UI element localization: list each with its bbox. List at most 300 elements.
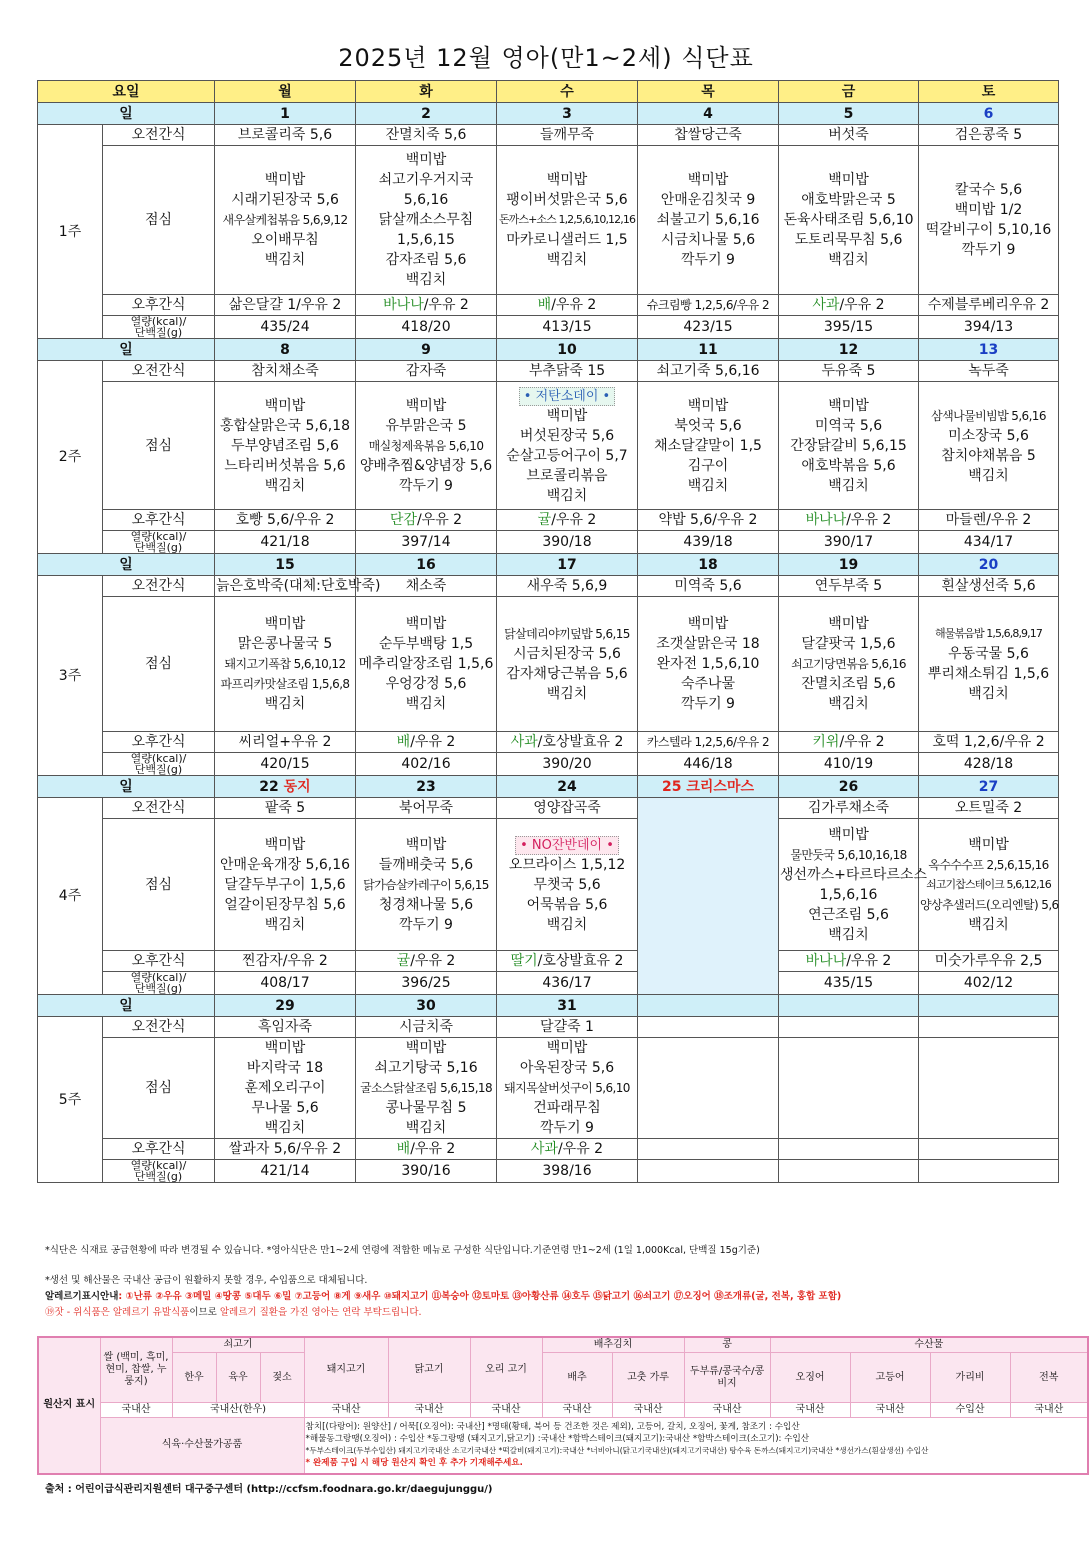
day-label: 일 — [38, 776, 215, 798]
menu-item: 메추리알장조림 1,5,6 — [358, 656, 494, 672]
menu-item: 김구이 — [687, 457, 729, 474]
menu-item: 옥수수수프 2,5,6,15,16 — [928, 857, 1049, 872]
date-number: 9 — [421, 341, 431, 358]
menu-item: 팽이버섯맑은국 5,6 — [506, 192, 628, 208]
kcal-label-2: 단백질(g) — [134, 982, 183, 995]
date-cell — [497, 103, 638, 125]
menu-item: 백김치 — [546, 487, 588, 504]
lunch-menu — [779, 819, 927, 951]
event-badge: • NO잔반데이 • — [515, 836, 619, 855]
menu-item: 콩나물무침 5 — [385, 1100, 467, 1116]
afternoon-snack — [779, 951, 919, 972]
menu-item: 쇠고기찹스테이크 5,6,12,16 — [926, 877, 1051, 891]
lunch-menu — [497, 597, 638, 732]
lunch-menu — [919, 1038, 1059, 1139]
kcal-protein-value: 390/20 — [497, 753, 638, 776]
origin-table — [37, 1336, 1089, 1475]
kcal-protein-value: 390/17 — [779, 531, 919, 554]
kcal-protein-value: 390/16 — [356, 1160, 497, 1183]
date-number: 20 — [978, 556, 999, 573]
afternoon-snack — [638, 295, 779, 316]
lunch-menu — [497, 1038, 638, 1139]
menu-item: 백미밥 — [405, 152, 447, 168]
afternoon-snack — [215, 510, 356, 531]
date-cell — [638, 776, 779, 798]
menu-item: 완자전 1,5,6,10 — [656, 656, 760, 672]
date-number: 26 — [838, 778, 859, 795]
morning-snack — [919, 1017, 1059, 1038]
snack-fruit: 단감 — [389, 512, 417, 528]
lunch-menu — [638, 1038, 779, 1139]
kcal-protein-value: 395/15 — [779, 316, 919, 339]
snack-rest: /우유 2 — [557, 1141, 604, 1157]
morning-snack: 채소죽 — [356, 576, 497, 597]
allergy-tail-a: ⑲잣 - 위식품은 — [45, 1307, 113, 1318]
afternoon-snack — [356, 951, 497, 972]
menu-item: 돼지고기폭찹 5,6,10,12 — [224, 657, 346, 671]
kcal-protein-value: 446/18 — [638, 753, 779, 776]
snack-text: 약밥 5,6/우유 2 — [658, 512, 758, 528]
lunch-menu — [919, 597, 1059, 732]
menu-item: 미소장국 5,6 — [948, 427, 1029, 444]
morning-snack-label: 오전간식 — [103, 1017, 215, 1038]
afternoon-snack — [779, 295, 919, 316]
date-cell — [638, 339, 779, 361]
snack-rest: /우유 2 — [416, 512, 463, 528]
morning-snack: 찹쌀당근죽 — [638, 125, 779, 146]
menu-item: 시금치나물 5,6 — [660, 232, 756, 248]
menu-item: 쇠고기탕국 5,16 — [374, 1060, 478, 1076]
afternoon-snack — [215, 951, 356, 972]
snack-text: 찐감자/우유 2 — [242, 953, 328, 969]
snack-text: 마들렌/우유 2 — [945, 512, 1032, 528]
menu-item: 우엉강정 5,6 — [385, 676, 467, 692]
snack-rest: /우유 2 — [410, 734, 456, 750]
kcal-protein-value: 398/16 — [497, 1160, 638, 1183]
afternoon-snack — [919, 1139, 1059, 1160]
date-cell — [638, 995, 779, 1017]
kcal-protein-value: 434/17 — [919, 531, 1059, 554]
kcal-label-2: 단백질(g) — [134, 1170, 183, 1183]
menu-item: 백미밥 — [546, 172, 588, 188]
menu-item: 백미밥 — [264, 616, 306, 632]
date-number: 29 — [275, 997, 295, 1014]
afternoon-snack-label: 오후간식 — [103, 732, 215, 753]
menu-item: 닭가슴살카레구이 5,6,15 — [363, 877, 489, 892]
menu-item: 닭살데리야끼덮밥 5,6,15 — [504, 627, 630, 641]
day-label: 일 — [38, 995, 215, 1017]
origin-p1: 참치[(다랑어): 원양산] / 어묵[(오징어): 국내산] *명태(황태, 북어 등 건조한 것은 제외), 고등어, 갈치, 오징어, 꽃게, 참조기 : 수입산 — [305, 1422, 800, 1433]
holiday-date: 25 크리스마스 — [662, 778, 754, 795]
afternoon-snack — [215, 732, 356, 753]
lunch-menu — [356, 597, 497, 732]
kcal-protein-value: 418/20 — [356, 316, 497, 339]
date-cell — [919, 995, 1059, 1017]
afternoon-snack-label: 오후간식 — [103, 295, 215, 316]
morning-snack: 버섯죽 — [779, 125, 919, 146]
afternoon-snack — [779, 510, 919, 531]
afternoon-snack — [356, 1139, 497, 1160]
snack-text: 쌀과자 5,6/우유 2 — [228, 1141, 342, 1157]
menu-item: 시래기된장국 5,6 — [231, 192, 339, 208]
snack-fruit: 바나나 — [383, 297, 424, 313]
day-label: 일 — [38, 103, 215, 125]
origin-mackerel: 고등어 — [850, 1353, 930, 1403]
date-cell — [779, 103, 919, 125]
header-day-0: 월 — [215, 81, 356, 103]
menu-item: 백미밥 — [828, 616, 869, 632]
lunch-label: 점심 — [103, 146, 215, 295]
date-number: 30 — [416, 997, 436, 1014]
date-cell — [497, 554, 638, 576]
menu-item: 돈까스+소스 1,2,5,6,10,12,16 — [498, 213, 636, 226]
snack-text: 미숫가루우유 2,5 — [934, 953, 1043, 969]
day-label: 일 — [38, 339, 215, 361]
snack-text: 카스텔라 1,2,5,6/우유 2 — [646, 735, 770, 749]
date-number: 1 — [280, 105, 290, 122]
menu-item: 애호박맑은국 5 — [801, 192, 896, 208]
menu-item: 백미밥 1/2 — [954, 202, 1023, 218]
date-cell — [356, 995, 497, 1017]
allergy-list: : ①난류 ②우유 ③메밀 ④땅콩 ⑤대두 ⑥밀 ⑦고등어 ⑧게 ⑨새우 ⑩돼지고기 ⑪복숭아 ⑫토마토 ⑬아황산류 ⑭호두 ⑮닭고기 ⑯쇠고기 ⑰오징어 ⑱조개류(굴, 전복, 홍합 포함) — [118, 1291, 842, 1302]
origin-v-chicken: 국내산 — [388, 1403, 470, 1418]
menu-item: 무챗국 5,6 — [533, 876, 601, 893]
menu-item: 백김치 — [828, 252, 869, 268]
snack-fruit: 배 — [537, 297, 552, 313]
afternoon-snack — [919, 951, 1059, 972]
menu-item: 우동국물 5,6 — [948, 646, 1029, 662]
date-number: 24 — [557, 778, 577, 795]
snack-fruit: 배 — [396, 1141, 411, 1157]
menu-item: 브로콜리볶음 — [526, 467, 608, 484]
afternoon-snack — [497, 732, 638, 753]
afternoon-snack — [497, 510, 638, 531]
afternoon-snack-label: 오후간식 — [103, 951, 215, 972]
menu-item: 1,5,6,15 — [397, 232, 455, 248]
menu-item: 숙주나물 — [680, 676, 736, 692]
menu-item: 백미밥 — [405, 397, 447, 414]
menu-item: 연근조림 5,6 — [808, 906, 889, 923]
date-cell — [779, 554, 919, 576]
week-label: 1주 — [38, 125, 103, 339]
menu-item: 백김치 — [968, 916, 1009, 933]
date-cell — [497, 776, 638, 798]
menu-item: 1,5,6,16 — [819, 886, 878, 903]
menu-item: 뿌리채소튀김 1,5,6 — [927, 666, 1050, 682]
date-cell — [356, 776, 497, 798]
menu-item: 백김치 — [546, 916, 588, 933]
date-cell — [497, 995, 638, 1017]
menu-item: 맑은콩나물국 5 — [237, 636, 333, 652]
kcal-protein-value: 402/16 — [356, 753, 497, 776]
origin-v-gari: 수입산 — [930, 1403, 1010, 1418]
morning-snack: 늙은호박죽(대체:단호박죽) — [215, 576, 356, 597]
date-cell — [497, 339, 638, 361]
menu-item: 깍두기 9 — [540, 1120, 594, 1136]
origin-pork: 돼지고기 — [304, 1337, 388, 1403]
lunch-menu — [356, 1038, 497, 1139]
menu-item: 아욱된장국 5,6 — [519, 1060, 615, 1076]
snack-rest: /우유 2 — [846, 953, 892, 969]
menu-item: 깍두기 9 — [399, 916, 453, 933]
menu-item: 조갯살맑은국 18 — [656, 636, 760, 652]
snack-rest: /호상발효유 2 — [537, 734, 624, 750]
kcal-protein-value: 397/14 — [356, 531, 497, 554]
afternoon-snack — [779, 732, 919, 753]
lunch-label: 점심 — [103, 382, 215, 510]
origin-hanwoo: 한우 — [172, 1353, 216, 1403]
week-label: 2주 — [38, 361, 103, 554]
snack-rest: /우유 2 — [551, 297, 597, 313]
menu-item: 어묵볶음 5,6 — [526, 896, 608, 913]
origin-pepper: 고춧 가루 — [612, 1353, 684, 1403]
allergy-tail-b: 알레르기 유발식품 — [112, 1307, 190, 1318]
kcal-protein-label — [103, 316, 215, 339]
kcal-protein-value: 410/19 — [779, 753, 919, 776]
menu-item: 해물볶음밥 1,5,6,8,9,17 — [935, 627, 1042, 640]
date-number: 2 — [421, 105, 431, 122]
snack-rest: /우유 2 — [846, 512, 892, 528]
menu-item: 양상추샐러드(오리엔탈) 5,6 — [920, 897, 1059, 912]
kcal-protein-label — [103, 531, 215, 554]
kcal-label-2: 단백질(g) — [134, 763, 183, 776]
morning-snack: 영양잡곡죽 — [497, 798, 638, 819]
lunch-menu — [497, 819, 638, 951]
date-number: 13 — [978, 341, 999, 358]
date-number: 22 — [259, 778, 279, 795]
allergy-tail — [45, 1306, 422, 1320]
holiday-label: 동지 — [283, 778, 311, 795]
menu-item: 백김치 — [968, 467, 1009, 484]
date-number: 17 — [557, 556, 577, 573]
menu-item: 쇠고기당면볶음 5,6,16 — [791, 657, 906, 671]
page-title: 2025년 12월 영아(만1~2세) 식단표 — [338, 44, 754, 72]
date-cell — [215, 103, 356, 125]
menu-item: 얼갈이된장무침 5,6 — [224, 896, 346, 913]
date-cell — [638, 554, 779, 576]
menu-item: 홍합살맑은국 5,6,18 — [219, 417, 351, 434]
date-number: 5 — [843, 105, 854, 122]
afternoon-snack-label: 오후간식 — [103, 510, 215, 531]
week-label: 4주 — [38, 798, 103, 995]
menu-item: 백미밥 — [546, 1040, 588, 1056]
lunch-label: 점심 — [103, 1038, 215, 1139]
menu-item: 잔멸치조림 5,6 — [801, 676, 896, 692]
header-day-1: 화 — [356, 81, 497, 103]
menu-item: 백미밥 — [828, 172, 869, 188]
day-label: 일 — [38, 554, 215, 576]
menu-item: 달걀두부구이 1,5,6 — [224, 876, 346, 893]
menu-item: 깍두기 9 — [961, 242, 1016, 258]
menu-item: 건파래무침 — [533, 1100, 601, 1116]
menu-item: 바지락국 18 — [246, 1060, 324, 1076]
menu-item: 백미밥 — [405, 1040, 447, 1056]
snack-fruit: 바나나 — [805, 953, 847, 969]
kcal-label-1: 열량(kcal)/ — [130, 971, 187, 984]
morning-snack: 북어무죽 — [356, 798, 497, 819]
date-number: 8 — [280, 341, 290, 358]
kcal-label-1: 열량(kcal)/ — [130, 752, 187, 765]
origin-processed: 식육·수산물가공품 — [100, 1418, 304, 1474]
lunch-menu — [638, 597, 779, 732]
origin-processed-detail — [304, 1418, 1088, 1474]
menu-item: 채소달걀말이 1,5 — [654, 437, 762, 454]
menu-item: 무나물 5,6 — [251, 1100, 319, 1116]
lunch-menu — [638, 382, 779, 510]
allergy-tail-c: 이므로 — [189, 1307, 220, 1318]
menu-item: 새우살케첩볶음 5,6,9,12 — [222, 213, 348, 227]
snack-rest: /우유 2 — [839, 734, 885, 750]
menu-item: 백미밥 — [687, 616, 729, 632]
date-cell — [356, 103, 497, 125]
menu-item: 백김치 — [546, 252, 588, 268]
morning-snack: 미역죽 5,6 — [638, 576, 779, 597]
header-day-5: 토 — [919, 81, 1059, 103]
snack-rest: /우유 2 — [423, 297, 469, 313]
menu-item: 돈육사태조림 5,6,10 — [783, 212, 914, 228]
menu-item: 매실청제육볶음 5,6,10 — [368, 438, 484, 453]
kcal-protein-value: 421/18 — [215, 531, 356, 554]
date-number: 23 — [416, 778, 436, 795]
afternoon-snack — [638, 510, 779, 531]
morning-snack: 연두부죽 5 — [779, 576, 919, 597]
date-number: 19 — [838, 556, 859, 573]
menu-item: 깍두기 9 — [681, 252, 735, 268]
week-label: 3주 — [38, 576, 103, 776]
lunch-menu — [215, 1038, 356, 1139]
morning-snack: 두유죽 5 — [779, 361, 919, 382]
origin-v-pork: 국내산 — [304, 1403, 388, 1418]
morning-snack: 시금치죽 — [356, 1017, 497, 1038]
kcal-protein-value: 439/18 — [638, 531, 779, 554]
lunch-menu — [779, 597, 919, 732]
date-number: 4 — [703, 105, 713, 122]
date-number: 15 — [275, 556, 295, 573]
menu-item: 백김치 — [828, 926, 869, 943]
menu-item: 훈제오리구이 — [244, 1080, 326, 1096]
snack-rest: /우유 2 — [410, 953, 456, 969]
allergy-guide — [45, 1290, 841, 1304]
date-number: 10 — [557, 341, 577, 358]
kcal-protein-value: 402/12 — [919, 972, 1059, 995]
week-label: 5주 — [38, 1017, 103, 1183]
date-number: 3 — [562, 105, 572, 122]
menu-item: 쇠불고기 5,6,16 — [656, 212, 760, 228]
snack-fruit: 사과 — [530, 1141, 558, 1157]
menu-item: 백김치 — [405, 696, 447, 712]
menu-item: 오므라이스 1,5,12 — [508, 856, 626, 873]
morning-snack — [638, 1017, 779, 1038]
morning-snack: 부추닭죽 15 — [497, 361, 638, 382]
menu-item: 안매운육개장 5,6,16 — [219, 856, 351, 873]
allergy-title: 알레르기표시안내 — [45, 1291, 119, 1302]
snack-fruit: 딸기 — [510, 953, 538, 969]
kcal-protein-value: 408/17 — [215, 972, 356, 995]
origin-seafood: 수산물 — [770, 1337, 1088, 1353]
kcal-protein-label — [103, 753, 215, 776]
origin-v-bean: 국내산 — [684, 1403, 770, 1418]
menu-item: 백김치 — [405, 1120, 447, 1136]
menu-item: 물만둣국 5,6,10,16,18 — [790, 847, 907, 862]
morning-snack: 녹두죽 — [919, 361, 1059, 382]
lunch-menu — [919, 819, 1059, 951]
date-cell — [356, 339, 497, 361]
afternoon-snack — [215, 295, 356, 316]
menu-item: 백김치 — [405, 272, 447, 288]
date-cell — [779, 995, 919, 1017]
menu-item: 깍두기 9 — [681, 696, 735, 712]
kcal-protein-label — [103, 972, 215, 995]
kcal-protein-value: 390/18 — [497, 531, 638, 554]
morning-snack — [779, 1017, 919, 1038]
kcal-label-2: 단백질(g) — [134, 326, 183, 339]
menu-item: 파프리카맛살조림 1,5,6,8 — [220, 677, 350, 691]
event-badge: • 저탄소데이 • — [519, 387, 615, 406]
morning-snack: 감자죽 — [356, 361, 497, 382]
allergy-tail-d: 알레르기 질환을 가진 영아는 연락 부탁드립니다. — [219, 1307, 422, 1318]
date-number: 18 — [698, 556, 718, 573]
origin-beanitem: 두부류/콩국수/콩비지 — [684, 1353, 770, 1403]
menu-item: 들깨배춧국 5,6 — [378, 856, 474, 873]
date-cell — [919, 339, 1059, 361]
morning-snack: 새우죽 5,6,9 — [497, 576, 638, 597]
menu-item: 백미밥 — [968, 836, 1009, 853]
origin-v-mackerel: 국내산 — [850, 1403, 930, 1418]
origin-yukwoo: 육우 — [216, 1353, 260, 1403]
date-number: 6 — [983, 105, 994, 122]
lunch-menu — [919, 146, 1059, 295]
snack-text: 수제블루베리우유 2 — [927, 297, 1050, 313]
date-cell — [356, 554, 497, 576]
origin-v-rice: 국내산 — [100, 1403, 172, 1418]
afternoon-snack — [638, 1139, 779, 1160]
kcal-label-1: 열량(kcal)/ — [130, 315, 187, 328]
lunch-menu — [779, 382, 919, 510]
morning-snack: 오트밀죽 2 — [919, 798, 1059, 819]
snack-text: 호떡 1,2,6/우유 2 — [932, 734, 1045, 750]
date-cell — [638, 103, 779, 125]
morning-snack-label: 오전간식 — [103, 361, 215, 382]
menu-item: 5,6,16 — [403, 192, 449, 208]
menu-item: 백미밥 — [405, 836, 447, 853]
kcal-protein-value: 413/15 — [497, 316, 638, 339]
menu-item: 백미밥 — [687, 397, 729, 414]
header-day-4: 금 — [779, 81, 919, 103]
menu-item: 감자채당근볶음 5,6 — [506, 666, 628, 682]
menu-item: 삼색나물비빔밥 5,6,16 — [931, 408, 1046, 423]
snack-rest: /우유 2 — [410, 1141, 456, 1157]
menu-item: 백미밥 — [405, 616, 447, 632]
menu-item: 백미밥 — [828, 826, 869, 843]
menu-item: 생선까스+타르타르소스 — [780, 866, 927, 883]
afternoon-snack-label: 오후간식 — [103, 1139, 215, 1160]
snack-text: 삶은달걀 1/우유 2 — [228, 297, 342, 313]
date-cell — [215, 554, 356, 576]
menu-item: 도토리묵무침 5,6 — [794, 232, 903, 248]
menu-item: 백김치 — [546, 686, 588, 702]
lunch-menu — [919, 382, 1059, 510]
origin-p3: *두부스테이크(두부수입산) 돼지고기국내산 소고기국내산 *떡갈비(돼지고기):국내산 *너비아니(닭고기국내산)(돼지고기국내산) 탕수육 돈까스(돼지고기)국내산 *생선가스(흰살생선) 수입산 — [305, 1446, 929, 1456]
date-cell — [215, 995, 356, 1017]
lunch-menu — [779, 1038, 919, 1139]
lunch-menu — [497, 146, 638, 295]
snack-fruit: 사과 — [510, 734, 538, 750]
origin-jeolso: 젖소 — [260, 1353, 304, 1403]
morning-snack: 브로콜리죽 5,6 — [215, 125, 356, 146]
afternoon-snack — [919, 732, 1059, 753]
menu-item: 감자조림 5,6 — [385, 252, 467, 268]
afternoon-snack — [356, 732, 497, 753]
